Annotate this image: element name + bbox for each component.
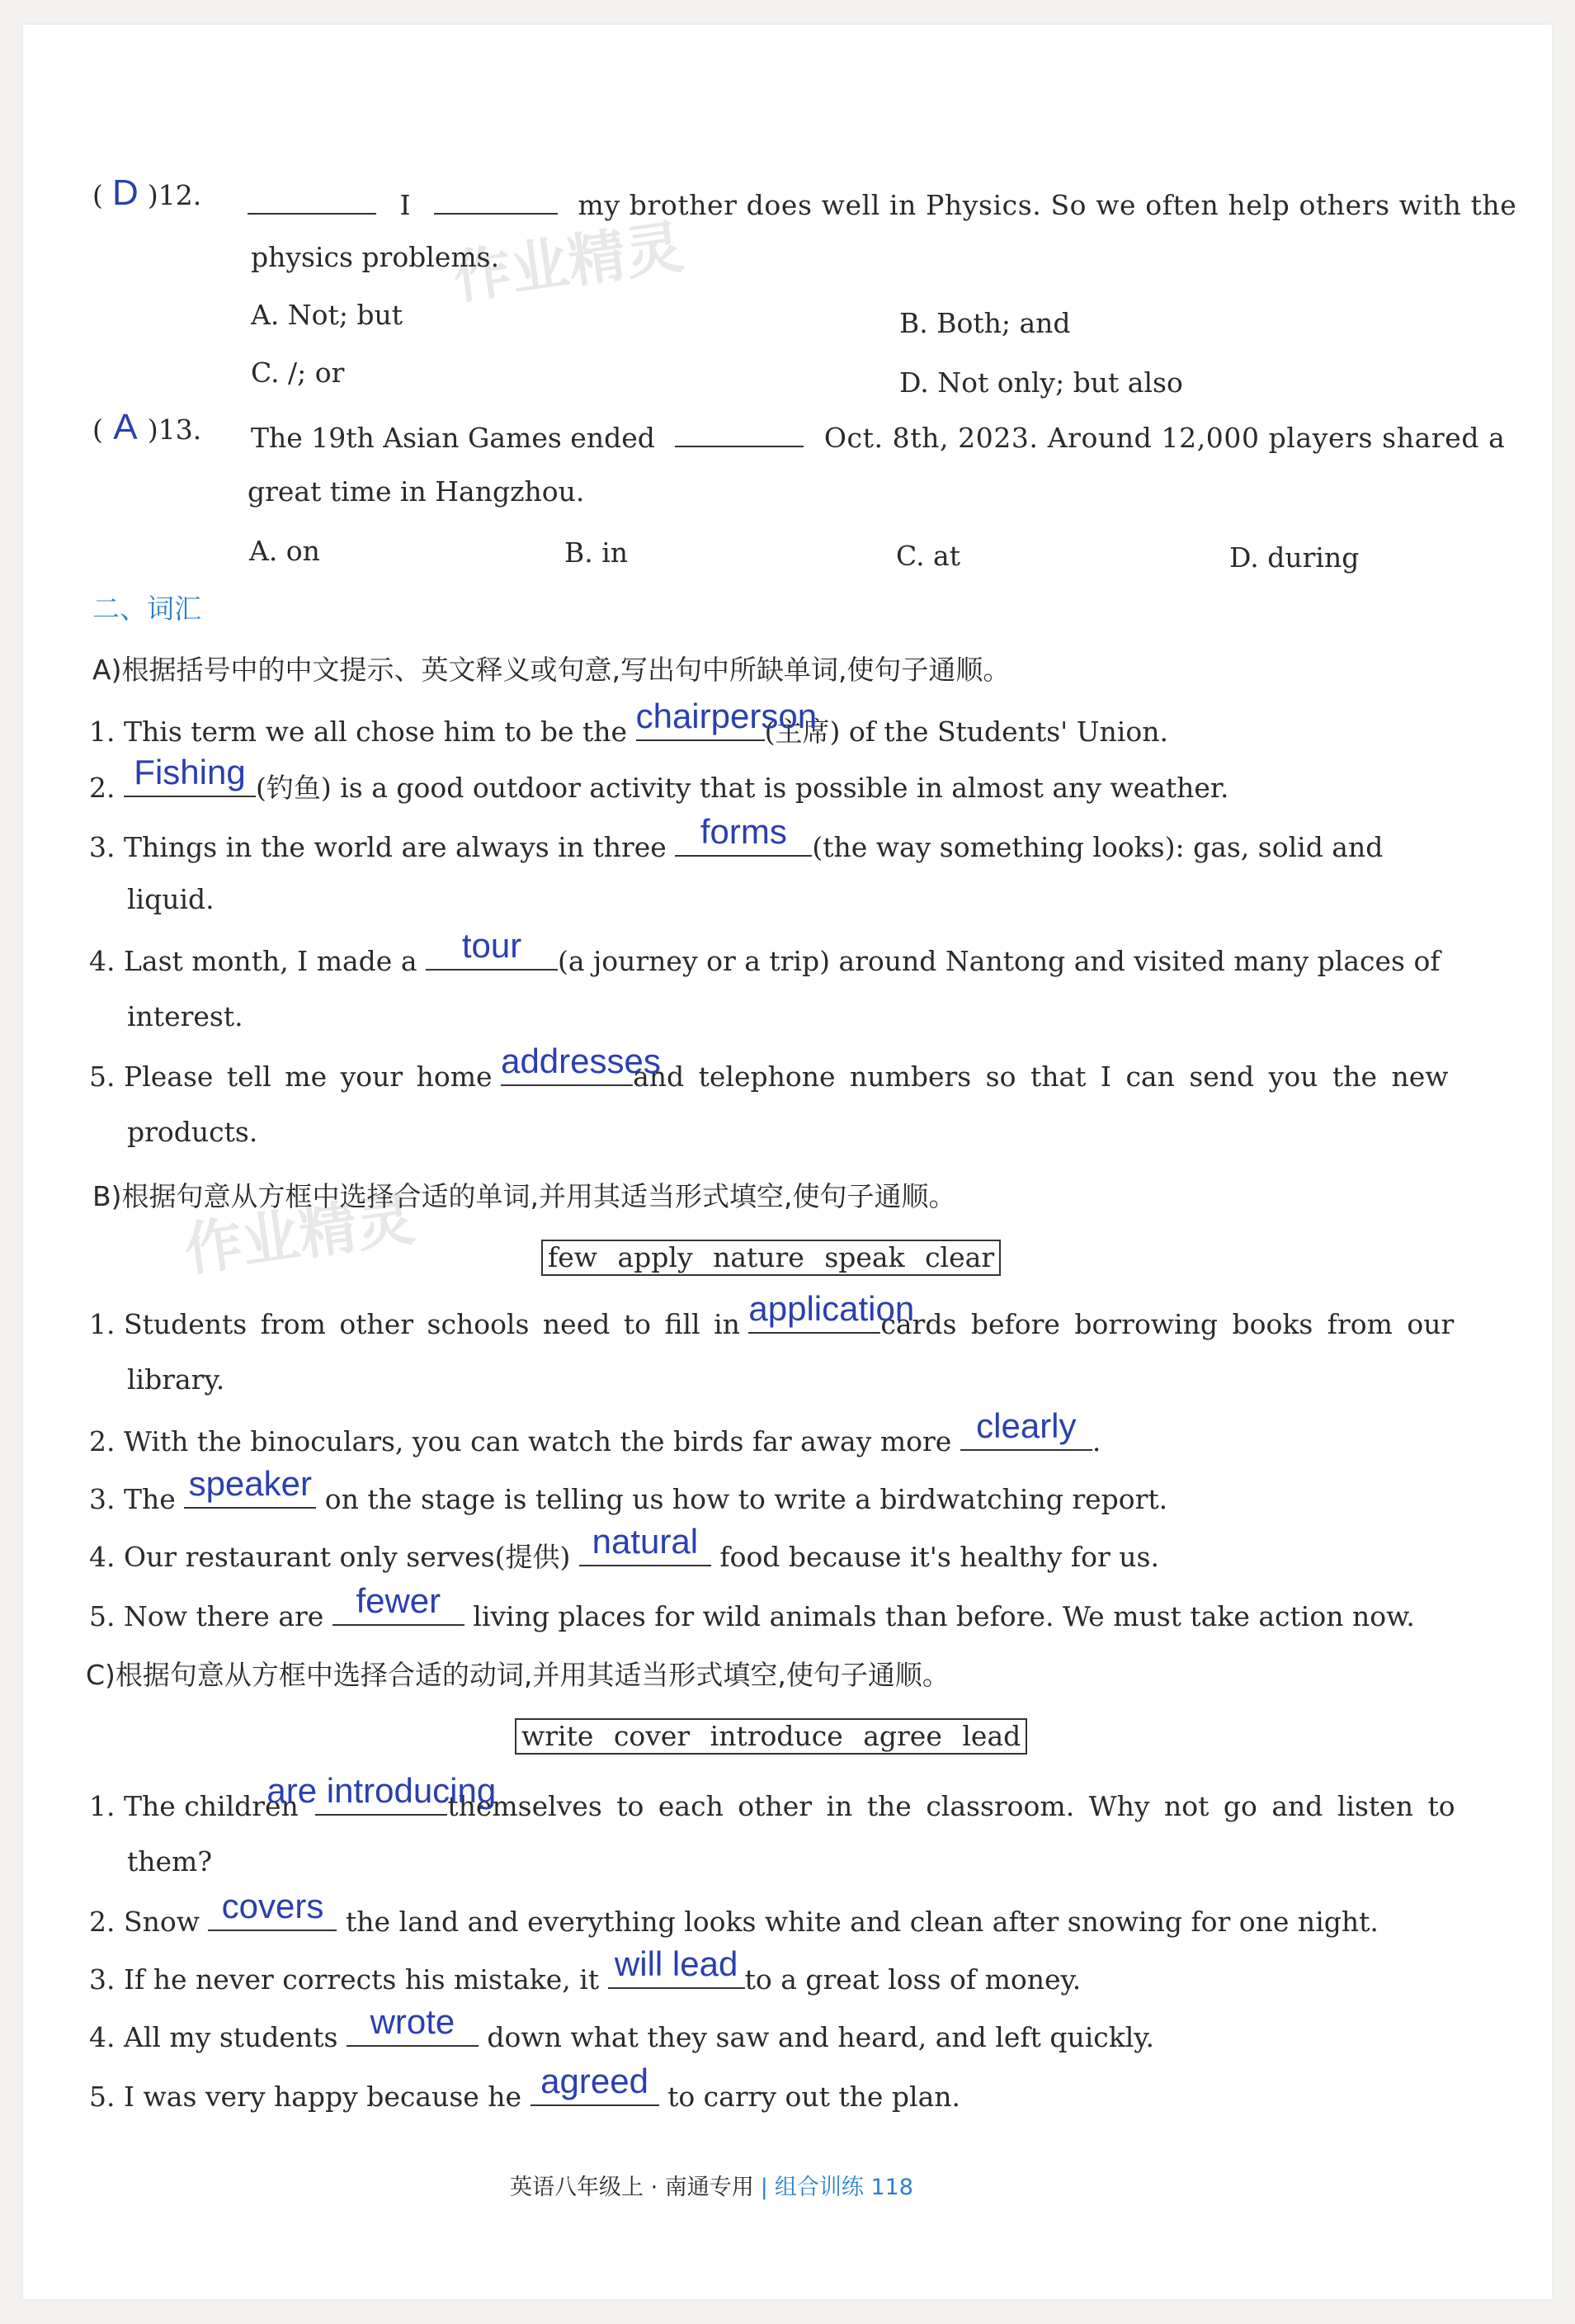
answer-blank: covers xyxy=(208,1903,337,1931)
blank xyxy=(675,419,804,447)
option-b: B. Both; and xyxy=(899,307,1071,339)
answer-blank: application xyxy=(748,1306,880,1334)
watermark: 作业精灵 xyxy=(180,1184,419,1285)
option-a: A. Not; but xyxy=(251,299,403,331)
answer-blank: fewer xyxy=(332,1598,464,1626)
blank xyxy=(434,187,558,215)
part-b-item-2: 2. With the binoculars, you can watch the birds far away more clearly . xyxy=(89,1406,1101,1457)
answer-blank: are introducing xyxy=(315,1788,447,1816)
question-12-stem: I my brother does well in Physics. So we often help others with the xyxy=(248,187,1516,222)
answer-blank: addresses xyxy=(501,1058,633,1086)
answer-blank: natural xyxy=(579,1538,711,1566)
part-b-item-1: 1. Students from other schools need to fill in application cards before borrowing books from our xyxy=(89,1289,1455,1340)
answer-blank: forms xyxy=(675,829,812,857)
part-c-item-5: 5. I was very happy because he agreed to carry out the plan. xyxy=(89,2062,961,2113)
question-13-stem: The 19th Asian Games ended Oct. 8th, 2023. Around 12,000 players shared a xyxy=(251,419,1505,455)
choice-answer: A xyxy=(113,407,138,447)
part-c-item-2: 2. Snow covers the land and everything looks white and clean after snowing for one night. xyxy=(89,1887,1379,1938)
answer-blank: wrote xyxy=(347,2019,479,2047)
part-a-item-4: 4. Last month, I made a tour (a journey or a trip) around Nantong and visited many places of xyxy=(89,926,1441,977)
part-b-instruction: B)根据句意从方框中选择合适的单词,并用其适当形式填空,使句子通顺。 xyxy=(92,1180,956,1212)
option-c: C. /; or xyxy=(251,357,345,389)
part-a-item-4-cont: interest. xyxy=(127,1000,243,1032)
part-c-instruction: C)根据句意从方框中选择合适的动词,并用其适当形式填空,使句子通顺。 xyxy=(86,1659,950,1691)
answer-blank: clearly xyxy=(960,1423,1092,1451)
part-a-item-5: 5. Please tell me your home addresses and telephone numbers so that I can send you the new xyxy=(89,1042,1449,1093)
question-13-stem-cont: great time in Hangzhou. xyxy=(248,475,585,508)
part-c-item-1: 1. The children are introducing themselves to each other in the classroom. Why not go and listen to xyxy=(89,1771,1455,1822)
part-c-item-1-cont: them? xyxy=(127,1845,213,1878)
choice-answer: D xyxy=(111,172,139,213)
word-box: few apply nature speak clear xyxy=(541,1240,1001,1276)
answer-blank: agreed xyxy=(531,2078,659,2106)
part-a-item-3: 3. Things in the world are always in three forms (the way something looks): gas, solid and xyxy=(89,812,1384,863)
question-12-stem-cont: physics problems. xyxy=(251,241,500,273)
answer-blank: speaker xyxy=(184,1481,316,1509)
answer-blank: chairperson xyxy=(636,713,765,741)
option-d: D. during xyxy=(1229,541,1360,574)
blank xyxy=(248,187,376,215)
part-c-item-4: 4. All my students wrote down what they saw and heard, and left quickly. xyxy=(89,2002,1155,2053)
answer-blank: will lead xyxy=(608,1961,745,1989)
watermark: 作业精灵 xyxy=(449,212,688,313)
section-title: 二、词汇 xyxy=(92,593,201,625)
part-a-item-3-cont: liquid. xyxy=(127,883,215,915)
option-b: B. in xyxy=(564,536,629,569)
part-a-item-1: 1. This term we all chose him to be the chairperson (主席) of the Students' Union. xyxy=(89,697,1168,748)
verb-box: write cover introduce agree lead xyxy=(515,1718,1027,1755)
part-a-item-5-cont: products. xyxy=(127,1116,258,1148)
part-b-item-4: 4. Our restaurant only serves(提供) natural food because it's healthy for us. xyxy=(89,1522,1159,1573)
answer-blank: Fishing xyxy=(124,769,256,797)
part-a-instruction: A)根据括号中的中文提示、英文释义或句意,写出句中所缺单词,使句子通顺。 xyxy=(92,654,1011,686)
question-12: ( D )12. xyxy=(92,172,202,213)
answer-blank: tour xyxy=(426,942,558,971)
part-c-item-3: 3. If he never corrects his mistake, it will lead to a great loss of money. xyxy=(89,1944,1082,1996)
option-c: C. at xyxy=(896,540,960,572)
part-a-item-2: 2. Fishing (钓鱼) is a good outdoor activity that is possible in almost any weather. xyxy=(89,753,1229,804)
option-d: D. Not only; but also xyxy=(899,366,1183,399)
option-a: A. on xyxy=(249,535,320,567)
part-b-item-5: 5. Now there are fewer living places for wild animals than before. We must take action now. xyxy=(89,1581,1415,1632)
page-footer: 英语八年级上 · 南通专用 | 组合训练 118 xyxy=(510,2175,913,2200)
page-number: 118 xyxy=(870,2175,913,2200)
part-b-item-1-cont: library. xyxy=(127,1363,225,1396)
part-b-item-3: 3. The speaker on the stage is telling us how to write a birdwatching report. xyxy=(89,1464,1168,1515)
question-13: ( A )13. xyxy=(92,407,202,447)
